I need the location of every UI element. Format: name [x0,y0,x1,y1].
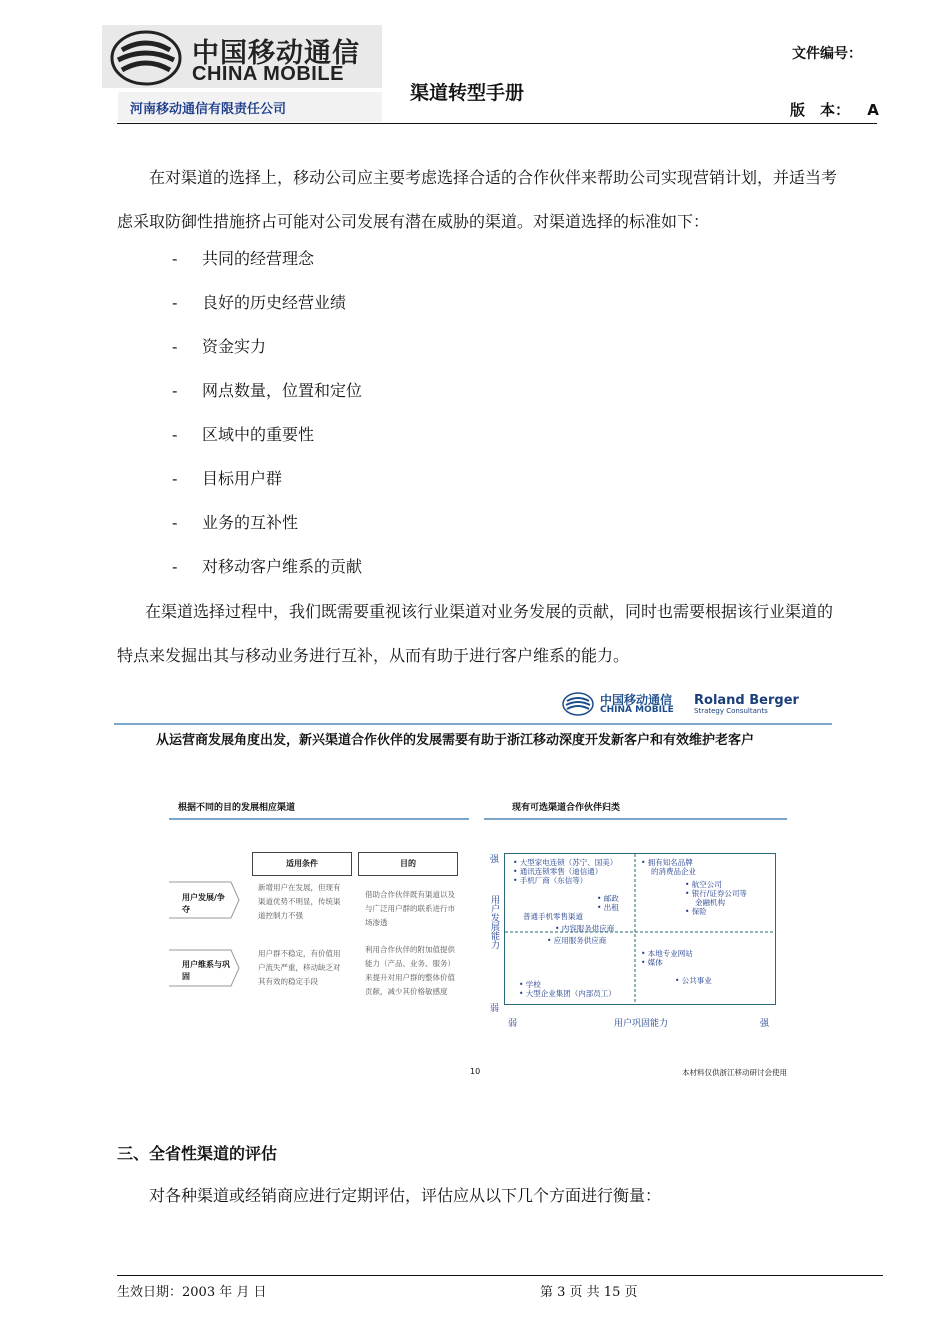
matrix-item: • 应用服务供应商 [547,936,607,945]
row-label-acquisition: 用户发展/争夺 [182,893,225,914]
embedded-slide [114,685,834,1085]
china-mobile-logo [102,25,382,88]
matrix-item: • 邮政 [597,894,619,903]
list-item: - 网点数量，位置和定位 [172,381,363,400]
y-axis-label: 用户发展能力 [489,895,499,949]
document-title: 渠道转型手册 [410,82,525,104]
matrix-item: • 公共事业 [675,976,712,985]
list-item: - 业务的互补性 [172,513,299,532]
slide-footnote: 本材料仅供浙江移动研讨会使用 [682,1068,787,1077]
page-info: 第 3 页 共 15 页 [540,1285,638,1300]
matrix-item: 普通手机零售渠道 [523,912,583,921]
list-item: - 资金实力 [172,337,267,356]
row2-purpose: 利用合作伙伴的附加值提供能力（产品、业务、服务）来提升对用户群的整体价值贡献，减少其价格敏感度 [365,945,455,996]
left-panel-rule [169,818,469,820]
selection-criteria-list [172,237,362,589]
version-line [790,99,879,120]
list-item: - 区域中的重要性 [172,425,315,444]
channel-matrix [504,853,776,1005]
footer-divider [117,1275,883,1276]
slide-headline: 从运营商发展角度出发，新兴渠道合作伙伴的发展需要有助于浙江移动深度开发新客户和有效维护老客户 [156,733,755,748]
roland-berger-subtitle: Strategy Consultants [694,707,768,715]
matrix-item: • 学校 [519,980,541,989]
section-title-evaluation: 三、全省性渠道的评估 [117,1144,278,1163]
matrix-item: 金融机构 [695,898,725,907]
matrix-item: • 银行/证券公司等 [685,889,747,898]
row-label-retention: 用户维系与巩固 [182,960,230,981]
roland-berger-logo: Roland Berger [694,693,799,708]
list-item: - 对移动客户维系的贡献 [172,557,363,576]
list-item: - 良好的历史经营业绩 [172,293,347,312]
effective-date: 生效日期：2003 年 月 日 [117,1285,267,1300]
file-number-label: 文件编号： [792,46,862,62]
x-axis-strong: 强 [760,1019,770,1029]
paragraph-evaluation: 对各种渠道或经销商应进行定期评估，评估应从以下几个方面进行衡量： [149,1186,662,1205]
matrix-item: 的消费品企业 [651,867,696,876]
y-axis-weak: 弱 [490,1004,500,1014]
matrix-item: • 大型家电连锁（苏宁、国美） [513,858,618,867]
matrix-item: • 航空公司 [685,880,722,889]
company-box [118,92,382,122]
row1-purpose: 借助合作伙伴既有渠道以及与广泛用户群的联系进行市场渗透 [365,890,455,927]
column-header-purpose: 目的 [358,852,458,876]
y-axis-strong: 强 [490,855,500,865]
row2-condition: 用户群不稳定，有价值用户流失严重，移动缺乏对其有效的稳定手段 [258,949,341,986]
logo-cn-text: 中国移动通信 [192,38,360,69]
column-header-conditions: 适用条件 [252,852,352,876]
version-value: A [867,101,879,119]
list-item: - 共同的经营理念 [172,249,315,268]
list-item: - 目标用户群 [172,469,283,488]
matrix-item: • 大型企业集团（内部员工） [519,989,616,998]
x-axis-label: 用户巩固能力 [614,1019,669,1029]
slide-top-rule [114,723,832,725]
matrix-item: • 通讯连锁零售（迪信通） [513,867,603,876]
slide-page-number: 10 [470,1067,481,1076]
matrix-item: • 出租 [597,903,619,912]
matrix-item: • 保险 [685,907,707,916]
matrix-item: • 本地专业网站 [641,949,693,958]
matrix-item: • 拥有知名品牌 [641,858,693,867]
china-mobile-logo-icon [110,30,182,86]
version-label: 版 本： [790,101,851,119]
row1-condition: 新增用户在发展，但现有渠道优势不明显，传统渠道控制力不强 [258,883,341,920]
right-panel-heading: 现有可选渠道合作伙伴归类 [512,803,621,813]
left-panel-heading: 根据不同的目的发展相应渠道 [178,803,296,813]
slide-logo-en: CHINA MOBILE [600,705,674,715]
logo-en-text: CHINA MOBILE [192,63,344,85]
header-divider [117,123,877,124]
paragraph-selection-intro: 在对渠道的选择上，移动公司应主要考虑选择合适的合作伙伴来帮助公司实现营销计划，并适当考虑采取防御性措施挤占可能对公司发展有潜在威胁的渠道。对渠道选择的标准如下： [117,168,838,231]
x-axis-weak: 弱 [508,1019,518,1029]
paragraph-selection-process: 在渠道选择过程中，我们既需要重视该行业渠道对业务发展的贡献，同时也需要根据该行业渠道的特点来发掘出其与移动业务进行互补，从而有助于进行客户维系的能力。 [117,602,834,665]
right-panel-rule [484,818,787,820]
company-name: 河南移动通信有限责任公司 [130,102,287,117]
matrix-item: • 内容服务供应商 [555,924,615,933]
matrix-item: • 媒体 [641,958,663,967]
slide-logo-cn: 中国移动通信 [600,693,673,707]
matrix-item: • 手机厂商（东信等） [513,876,588,885]
slide-china-mobile-icon [562,692,594,716]
